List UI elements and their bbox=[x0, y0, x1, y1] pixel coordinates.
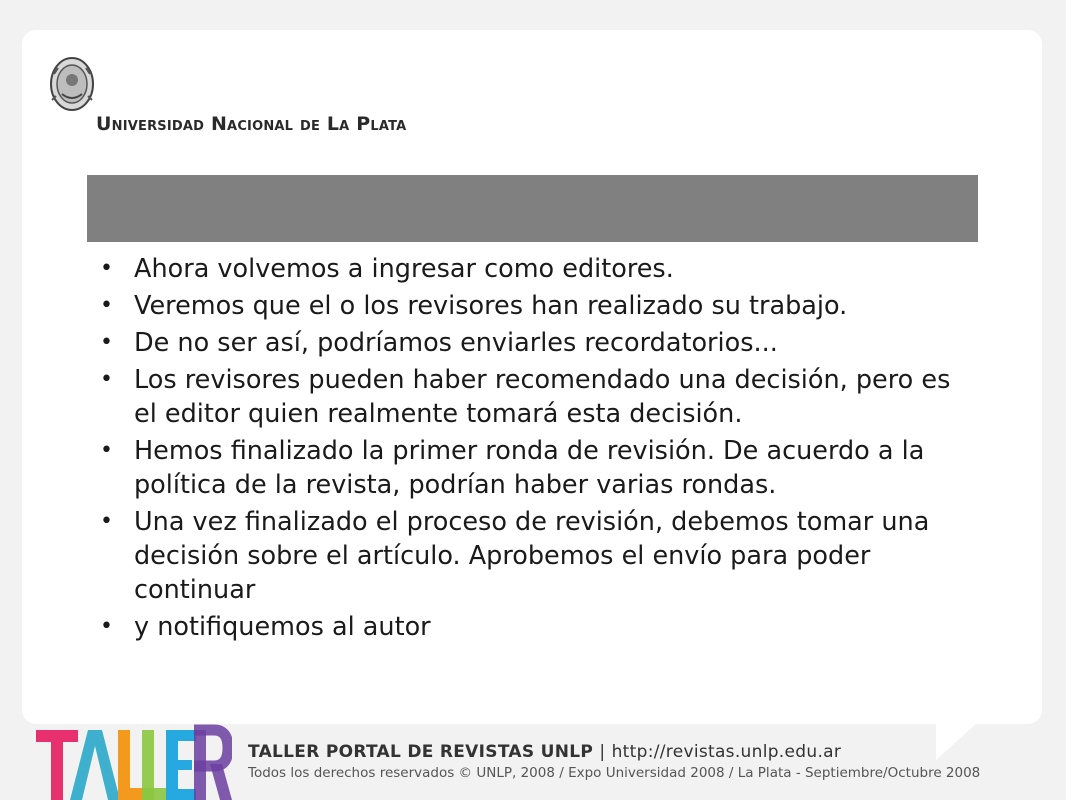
list-item: • Una vez finalizado el proceso de revisión, debemos tomar una decisión sobre el artículo. Aprobemos el envío para poder continuar bbox=[100, 507, 930, 605]
list-item: • Veremos que el o los revisores han realizado su trabajo. bbox=[100, 291, 848, 321]
list-item: • De no ser así, podríamos enviarles recordatorios... bbox=[100, 328, 778, 358]
bullet-icon: • bbox=[100, 438, 113, 463]
list-item: • Los revisores pueden haber recomendado una decisión, pero es el editor quien realmente tomará esta decisión. bbox=[100, 365, 951, 429]
footer-separator: | bbox=[599, 742, 606, 762]
bullet-icon: • bbox=[100, 293, 113, 318]
taller-logo bbox=[32, 724, 232, 800]
page-curl-decoration bbox=[936, 724, 976, 760]
taller-logo-text: TALLER bbox=[32, 724, 36, 725]
list-item: • Hemos finalizado la primer ronda de revisión. De acuerdo a la política de la revista, podrían haber varias rondas. bbox=[100, 436, 925, 500]
footer-url-link[interactable]: http://revistas.unlp.edu.ar bbox=[611, 742, 842, 762]
bullet-icon: • bbox=[100, 330, 113, 355]
footer-title bbox=[248, 742, 841, 762]
bullet-icon: • bbox=[100, 256, 113, 281]
title-bar bbox=[87, 175, 978, 242]
footer-copyright: Todos los derechos reservados © UNLP, 2008 / Expo Universidad 2008 / La Plata - Septiembre/Octubre 2008 bbox=[248, 765, 981, 781]
university-name: Universidad Nacional de La Plata bbox=[96, 113, 407, 135]
footer-portal-name: TALLER PORTAL DE REVISTAS UNLP bbox=[248, 742, 594, 762]
list-item: • y notifiquemos al autor bbox=[100, 612, 431, 642]
bullet-list bbox=[98, 252, 978, 647]
bullet-icon: • bbox=[100, 509, 113, 534]
university-seal-logo bbox=[48, 56, 98, 116]
bullet-icon: • bbox=[100, 367, 113, 392]
bullet-icon: • bbox=[100, 614, 113, 639]
list-item: • Ahora volvemos a ingresar como editores. bbox=[100, 254, 674, 284]
